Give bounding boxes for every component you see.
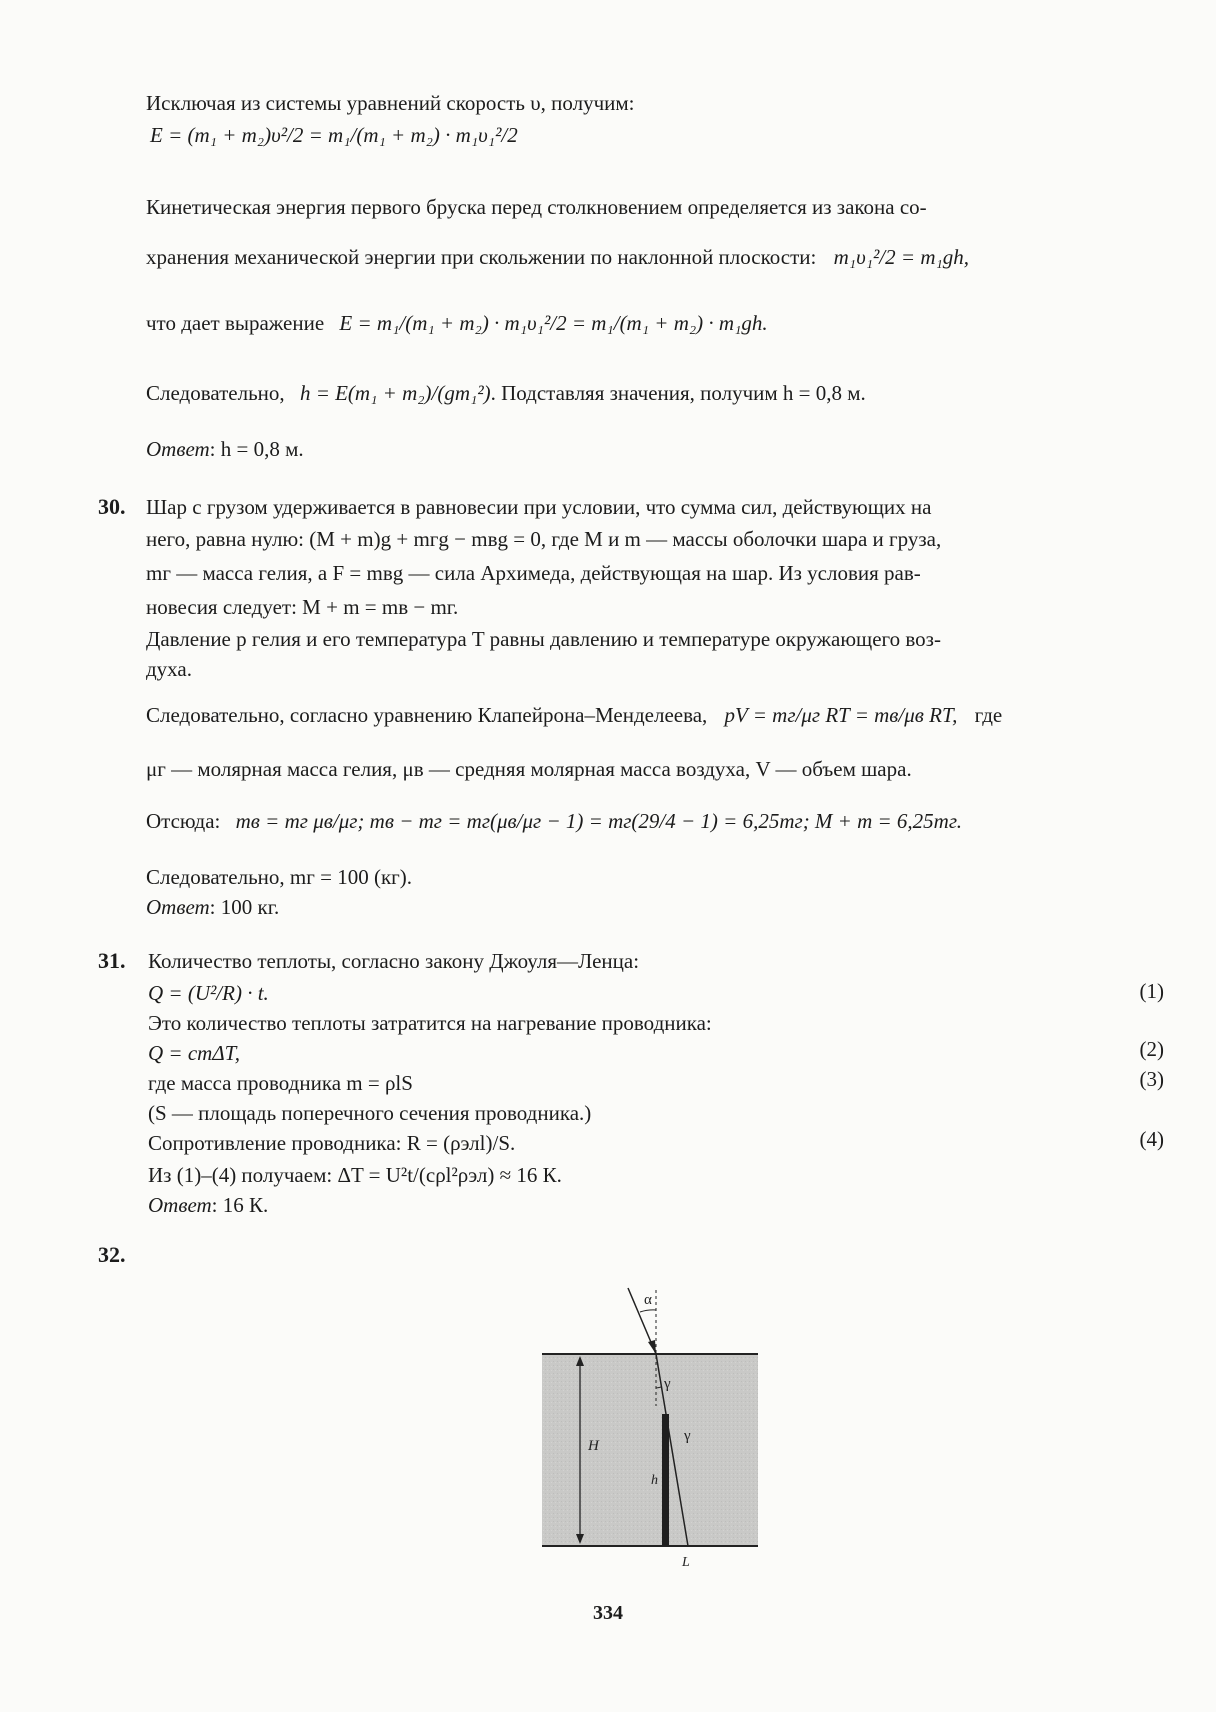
formula-text: h = E(m₁ + m₂)/(gm₁²) bbox=[299, 381, 491, 405]
text: . Подставляя значения, получим h = 0,8 м. bbox=[490, 381, 866, 405]
text: где bbox=[974, 703, 1003, 727]
equation-number: (3) bbox=[1139, 1067, 1164, 1091]
label-L: L bbox=[682, 1555, 690, 1570]
formula-text: m₁υ₁²/2 = m₁gh, bbox=[833, 245, 970, 269]
answer-line bbox=[148, 1192, 268, 1218]
text-line bbox=[148, 1130, 515, 1156]
formula-energy bbox=[150, 122, 518, 148]
answer-label: Ответ bbox=[146, 437, 210, 461]
text: Количество теплоты, согласно закону Джоуля—Ленца: bbox=[148, 949, 640, 973]
equation-number: (1) bbox=[1139, 979, 1164, 1003]
text: Исключая из системы уравнений скорость υ, получим: bbox=[146, 91, 635, 115]
stick bbox=[662, 1414, 669, 1546]
text-line bbox=[146, 494, 931, 520]
text-line bbox=[146, 656, 192, 682]
text: (S — площадь поперечного сечения проводника.) bbox=[148, 1101, 592, 1125]
text-line bbox=[146, 756, 912, 782]
equation-number: (2) bbox=[1139, 1037, 1164, 1061]
text: mг — масса гелия, а F = mвg — сила Архимеда, действующая на шар. Из условия рав- bbox=[146, 561, 921, 585]
formula-text: E = m₁/(m₁ + m₂) · m₁υ₁²/2 = m₁/(m₁ + m₂) · m₁gh. bbox=[339, 311, 768, 335]
answer-label: Ответ bbox=[146, 895, 210, 919]
water-region bbox=[542, 1354, 758, 1546]
formula-line bbox=[148, 980, 269, 1006]
text: Кинетическая энергия первого бруска перед столкновением определяется из закона со- bbox=[146, 195, 927, 219]
text: новесия следует: M + m = mв − mг. bbox=[146, 595, 459, 619]
text: него, равна нулю: (M + m)g + mгg − mвg = 0, где M и m — массы оболочки шара и груза, bbox=[146, 527, 942, 551]
answer-line bbox=[146, 894, 279, 920]
formula-line bbox=[148, 1040, 240, 1066]
text: Следовательно, mг = 100 (кг). bbox=[146, 865, 413, 889]
answer-value: : h = 0,8 м. bbox=[209, 437, 304, 461]
text-line bbox=[148, 1162, 562, 1188]
formula-text: Q = (U²/R) · t. bbox=[148, 981, 269, 1005]
text: Шар с грузом удерживается в равновесии при условии, что сумма сил, действующих на bbox=[146, 495, 932, 519]
text-line bbox=[146, 864, 412, 890]
text: μг — молярная масса гелия, μв — средняя молярная масса воздуха, V — объем шара. bbox=[146, 757, 912, 781]
angle-arc-alpha bbox=[640, 1310, 656, 1312]
problem-number: 32. bbox=[98, 1242, 126, 1267]
text: Отсюда: bbox=[146, 809, 221, 833]
text-line bbox=[146, 626, 941, 652]
label-gamma: γ bbox=[664, 1376, 671, 1392]
text-line bbox=[146, 90, 635, 116]
text: хранения механической энергии при скольжении по наклонной плоскости: bbox=[146, 245, 817, 269]
text-line bbox=[146, 526, 941, 552]
label-gamma: γ bbox=[684, 1428, 691, 1444]
text-line bbox=[148, 1100, 591, 1126]
page-number: 334 bbox=[593, 1602, 623, 1624]
text-line bbox=[148, 948, 639, 974]
text: Следовательно, согласно уравнению Клапейрона–Менделеева, bbox=[146, 703, 708, 727]
answer-label: Ответ bbox=[148, 1193, 212, 1217]
text-line bbox=[148, 1070, 413, 1096]
problem-number: 31. bbox=[98, 948, 126, 973]
text-line bbox=[148, 1010, 712, 1036]
text-line bbox=[146, 194, 927, 220]
text-line bbox=[146, 702, 1002, 728]
text-line bbox=[146, 594, 458, 620]
problem-number: 30. bbox=[98, 494, 126, 519]
formula-text: mв = mг μв/μг; mв − mг = mг(μв/μг − 1) = mг(29/4 − 1) = 6,25mг; M + m = 6,25mг. bbox=[235, 809, 963, 833]
figure-refraction bbox=[520, 1280, 770, 1580]
text: Давление p гелия и его температура T равны давлению и температуре окружающего воз- bbox=[146, 627, 941, 651]
text: Из (1)–(4) получаем: ΔT = U²t/(cρl²ρэл) ≈ 16 К. bbox=[148, 1163, 562, 1187]
formula-text: Q = cmΔT, bbox=[148, 1041, 241, 1065]
text: Следовательно, bbox=[146, 381, 285, 405]
text: Сопротивление проводника: R = (ρэлl)/S. bbox=[148, 1131, 516, 1155]
text-line bbox=[146, 310, 768, 336]
text-line bbox=[146, 560, 921, 586]
text: духа. bbox=[146, 657, 192, 681]
arrowhead-icon bbox=[648, 1340, 656, 1354]
label-h: h bbox=[651, 1473, 658, 1488]
text-line bbox=[146, 808, 962, 834]
formula-text: pV = mг/μг RT = mв/μв RT, bbox=[724, 703, 958, 727]
text-line bbox=[146, 244, 969, 270]
text: Это количество теплоты затратится на нагревание проводника: bbox=[148, 1011, 712, 1035]
answer-value: : 16 К. bbox=[211, 1193, 269, 1217]
label-alpha: α bbox=[644, 1292, 652, 1308]
answer-line bbox=[146, 436, 304, 462]
text-line bbox=[146, 380, 866, 406]
equation-number: (4) bbox=[1139, 1127, 1164, 1151]
answer-value: : 100 кг. bbox=[209, 895, 280, 919]
text: что дает выражение bbox=[146, 311, 325, 335]
formula-text: E = (m₁ + m₂)υ²/2 = m₁/(m₁ + m₂) · m₁υ₁²/2 bbox=[150, 123, 518, 147]
label-H: H bbox=[588, 1438, 599, 1454]
text: где масса проводника m = ρlS bbox=[148, 1071, 413, 1095]
